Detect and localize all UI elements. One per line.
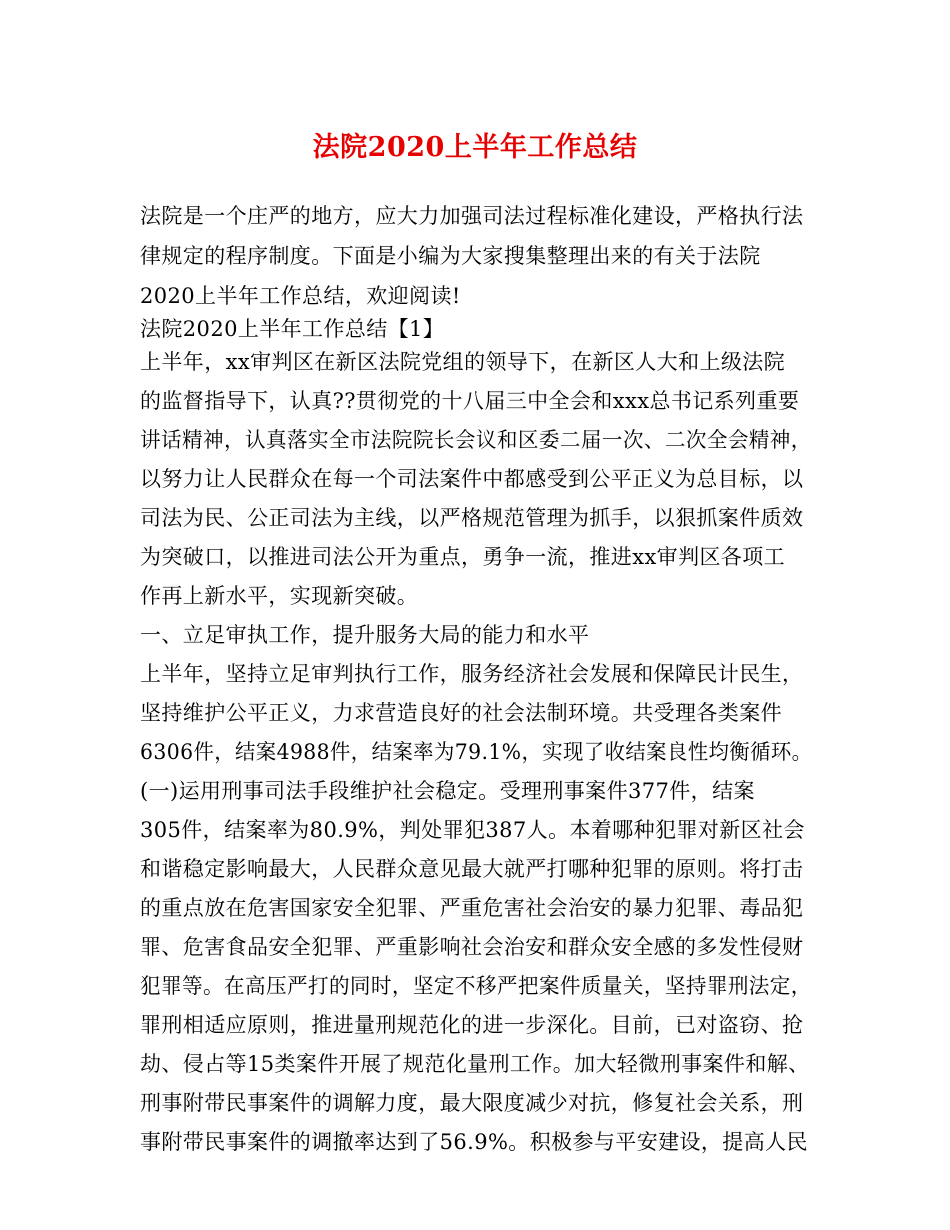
body-line: 305件，结案率为80.9%，判处罪犯387人。本着哪种犯罪对新区社会	[140, 818, 805, 842]
body-line: 和谐稳定影响最大，人民群众意见最大就严打哪种犯罪的原则。将打击	[140, 857, 804, 881]
body-line: 坚持维护公平正义，力求营造良好的社会法制环境。共受理各类案件	[140, 701, 782, 725]
body-line: 事附带民事案件的调撤率达到了56.9%。积极参与平安建设，提高人民	[140, 1130, 808, 1154]
body-line: 犯罪等。在高压严打的同时，坚定不移严把案件质量关，坚持罪刑法定，	[140, 974, 812, 998]
body-line: 讲话精神，认真落实全市法院院长会议和区委二届一次、二次全会精神，	[140, 428, 812, 452]
body-line: 6306件，结案4988件，结案率为79.1%，实现了收结案良性均衡循环。	[140, 740, 813, 764]
body-line: 律规定的程序制度。下面是小编为大家搜集整理出来的有关于法院	[140, 244, 761, 268]
body-line: 以努力让人民群众在每一个司法案件中都感受到公平正义为总目标，以	[140, 467, 804, 491]
body-line: 司法为民、公正司法为主线，以严格规范管理为抓手，以狠抓案件质效	[140, 506, 804, 530]
body-line: 为突破口，以推进司法公开为重点，勇争一流，推进xx审判区各项工	[140, 545, 786, 569]
body-line: 的监督指导下，认真??贯彻党的十八届三中全会和xxx总书记系列重要	[140, 389, 800, 413]
body-line: 上半年，坚持立足审判执行工作，服务经济社会发展和保障民计民生，	[140, 662, 804, 686]
body-line: 的重点放在危害国家安全犯罪、严重危害社会治安的暴力犯罪、毒品犯	[140, 896, 804, 920]
body-line: 法院是一个庄严的地方，应大力加强司法过程标准化建设，严格执行法	[140, 204, 804, 228]
body-line: 罪刑相适应原则，推进量刑规范化的进一步深化。目前，已对盗窃、抢	[140, 1013, 804, 1037]
body-line: 上半年，xx审判区在新区法院党组的领导下，在新区人大和上级法院	[140, 350, 786, 374]
section-heading: 法院2020上半年工作总结【1】	[140, 317, 445, 341]
body-line: 劫、侵占等15类案件开展了规范化量刑工作。加大轻微刑事案件和解、	[140, 1052, 810, 1076]
body-line: (一)运用刑事司法手段维护社会稳定。受理刑事案件377件，结案	[140, 779, 755, 803]
document-title: 法院2020上半年工作总结	[312, 132, 638, 163]
section-heading: 一、立足审执工作，提升服务大局的能力和水平	[140, 623, 590, 647]
body-line: 2020上半年工作总结，欢迎阅读!	[140, 284, 461, 308]
body-line: 罪、危害食品安全犯罪、严重影响社会治安和群众安全感的多发性侵财	[140, 935, 804, 959]
body-line: 作再上新水平，实现新突破。	[140, 584, 419, 608]
body-line: 刑事附带民事案件的调解力度，最大限度减少对抗，修复社会关系，刑	[140, 1091, 804, 1115]
